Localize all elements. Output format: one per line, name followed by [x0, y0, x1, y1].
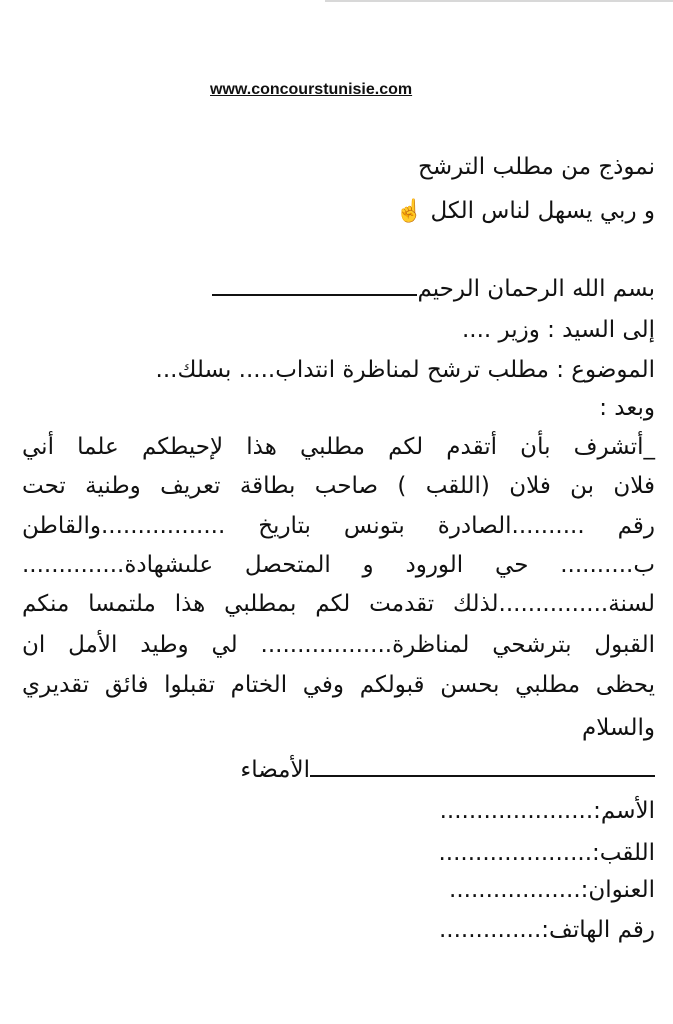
body-line-closing: والسلام — [582, 715, 655, 741]
pointing-finger-icon: ☝️ — [395, 199, 424, 224]
signature-line — [240, 753, 655, 785]
intro-line-1: نموذج من مطلب الترشح — [418, 154, 655, 180]
phone-field: رقم الهاتف:.............. — [438, 917, 655, 943]
surname-field: اللقب:..................... — [438, 840, 655, 866]
top-divider — [325, 0, 673, 2]
body-line: _أتشرف بأن أتقدم لكم مطلبي هذا لإحيطكم علما أني — [22, 434, 655, 460]
basmala-line — [212, 272, 655, 304]
recipient: إلى السيد : وزير .... — [461, 317, 655, 343]
body-line: يحظى مطلبي بحسن قبولكم وفي الختام تقبلوا فائق تقديري — [22, 672, 655, 698]
intro-text: و ربي يسهل لناس الكل — [430, 198, 655, 224]
name-field: الأسم:..................... — [439, 798, 655, 824]
body-line: فلان بن فلان (اللقب ) صاحب بطاقة تعريف وطنية تحت — [22, 473, 655, 499]
signature-blank — [310, 753, 655, 777]
after-greeting: وبعد : — [599, 395, 655, 421]
basmala-underline — [212, 272, 417, 296]
body-line: القبول بترشحي لمناظرة.................. لي وطيد الأمل ان — [22, 632, 655, 658]
body-line: رقم ..........الصادرة بتونس بتاريخ .................والقاطن — [22, 513, 655, 539]
signature-label: الأمضاء — [240, 757, 310, 783]
body-line: ب.......... حي الورود و المتحصل علىشهادة.............. — [22, 552, 655, 578]
basmala: بسم الله الرحمان الرحيم — [417, 276, 655, 302]
website-link[interactable]: www.concourstunisie.com — [210, 81, 413, 98]
intro-line-2 — [390, 196, 655, 227]
address-field: العنوان:.................. — [449, 877, 655, 903]
body-line: لسنة...............لذلك تقدمت لكم بمطلبي هذا ملتمسا منكم — [22, 591, 655, 617]
subject: الموضوع : مطلب ترشح لمناظرة انتداب..... بسلك... — [155, 357, 655, 383]
